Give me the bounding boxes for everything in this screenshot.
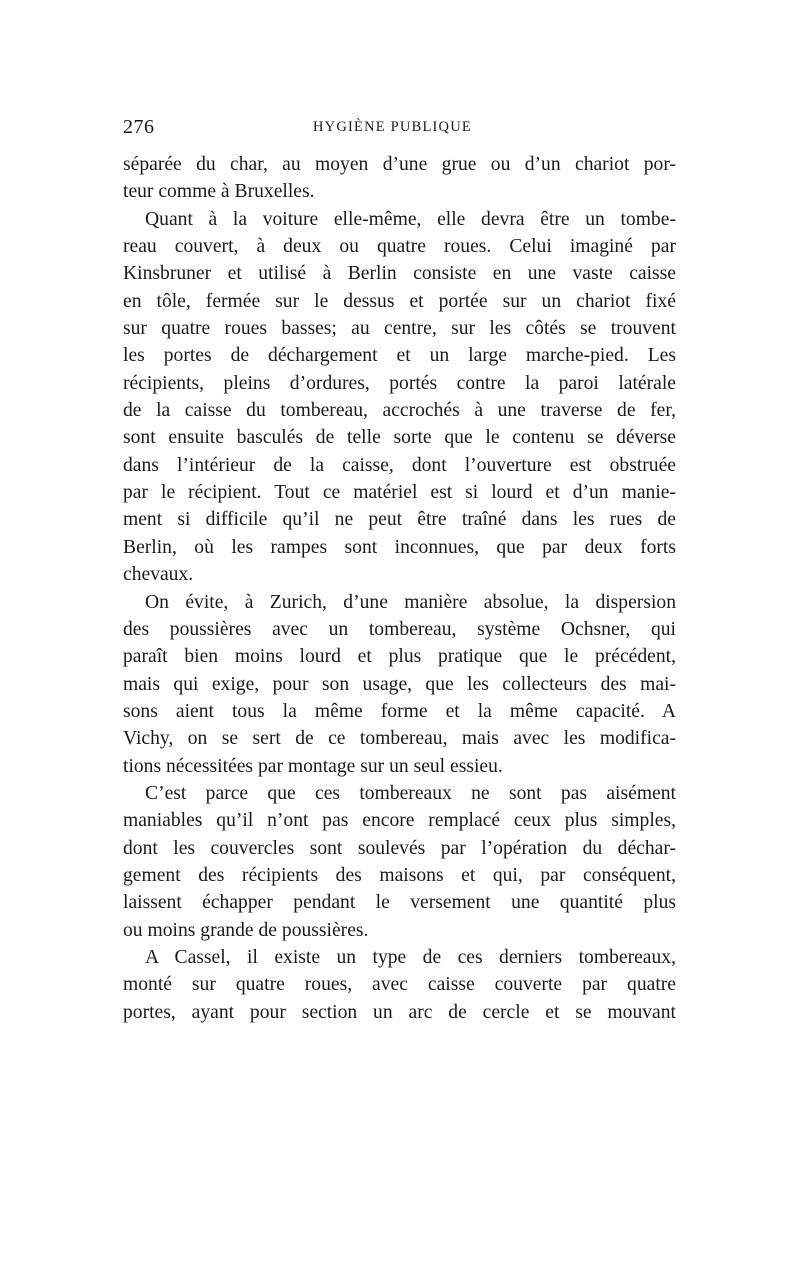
text-line: teur comme à Bruxelles. [123,181,315,203]
text-line: gement des récipients des maisons et qui, par conséquent, [123,864,676,886]
text-line: C’est parce que ces tombereaux ne sont pas aisément [145,782,676,804]
text-line: sons aient tous la même forme et la même capacité. A [123,700,676,722]
page-number: 276 [123,116,155,138]
text-line: monté sur quatre roues, avec caisse couverte par quatre [123,974,676,996]
text-line: tions nécessitées par montage sur un seul essieu. [123,755,503,777]
text-line: récipients, pleins d’ordures, portés contre la paroi latérale [123,372,676,394]
text-line: portes, ayant pour section un arc de cercle et se mouvant [123,1001,676,1023]
text-line: dans l’intérieur de la caisse, dont l’ouverture est obstruée [123,454,676,476]
text-line: paraît bien moins lourd et plus pratique que le précédent, [123,646,676,668]
text-line: les portes de déchargement et un large marche-pied. Les [123,345,676,367]
text-line: reau couvert, à deux ou quatre roues. Celui imaginé par [123,236,676,258]
text-line: mais qui exige, pour son usage, que les collecteurs des mai- [123,673,676,695]
text-line: de la caisse du tombereau, accrochés à une traverse de fer, [123,400,676,422]
page-header [123,116,683,140]
text-line: séparée du char, au moyen d’une grue ou d’un chariot por- [123,154,676,175]
text-line: On évite, à Zurich, d’une manière absolue, la dispersion [145,591,676,613]
text-line: ment si difficile qu’il ne peut être traîné dans les rues de [123,509,676,531]
text-line: des poussières avec un tombereau, système Ochsner, qui [123,618,676,640]
text-line: Kinsbruner et utilisé à Berlin consiste en une vaste caisse [123,263,676,285]
text-line: chevaux. [123,564,194,586]
text-line: sont ensuite basculés de telle sorte que le contenu se déverse [123,427,676,449]
text-line: A Cassel, il existe un type de ces derniers tombereaux, [145,946,676,968]
body-text [123,151,676,1026]
text-line: Quant à la voiture elle-même, elle devra être un tombe- [145,208,676,230]
running-head: HYGIÈNE PUBLIQUE [313,119,472,135]
text-line: Vichy, on se sert de ce tombereau, mais avec les modifica- [123,728,676,750]
text-line: dont les couvercles sont soulevés par l’opération du déchar- [123,837,676,859]
text-line: ou moins grande de poussières. [123,919,369,941]
text-line: sur quatre roues basses; au centre, sur les côtés se trouvent [123,318,676,340]
text-line: maniables qu’il n’ont pas encore remplacé ceux plus simples, [123,810,676,832]
text-line: Berlin, où les rampes sont inconnues, que par deux forts [123,536,676,558]
text-line: en tôle, fermée sur le dessus et portée sur un chariot fixé [123,290,676,312]
text-line: laissent échapper pendant le versement une quantité plus [123,892,676,914]
text-line: par le récipient. Tout ce matériel est si lourd et d’un manie- [123,482,676,504]
